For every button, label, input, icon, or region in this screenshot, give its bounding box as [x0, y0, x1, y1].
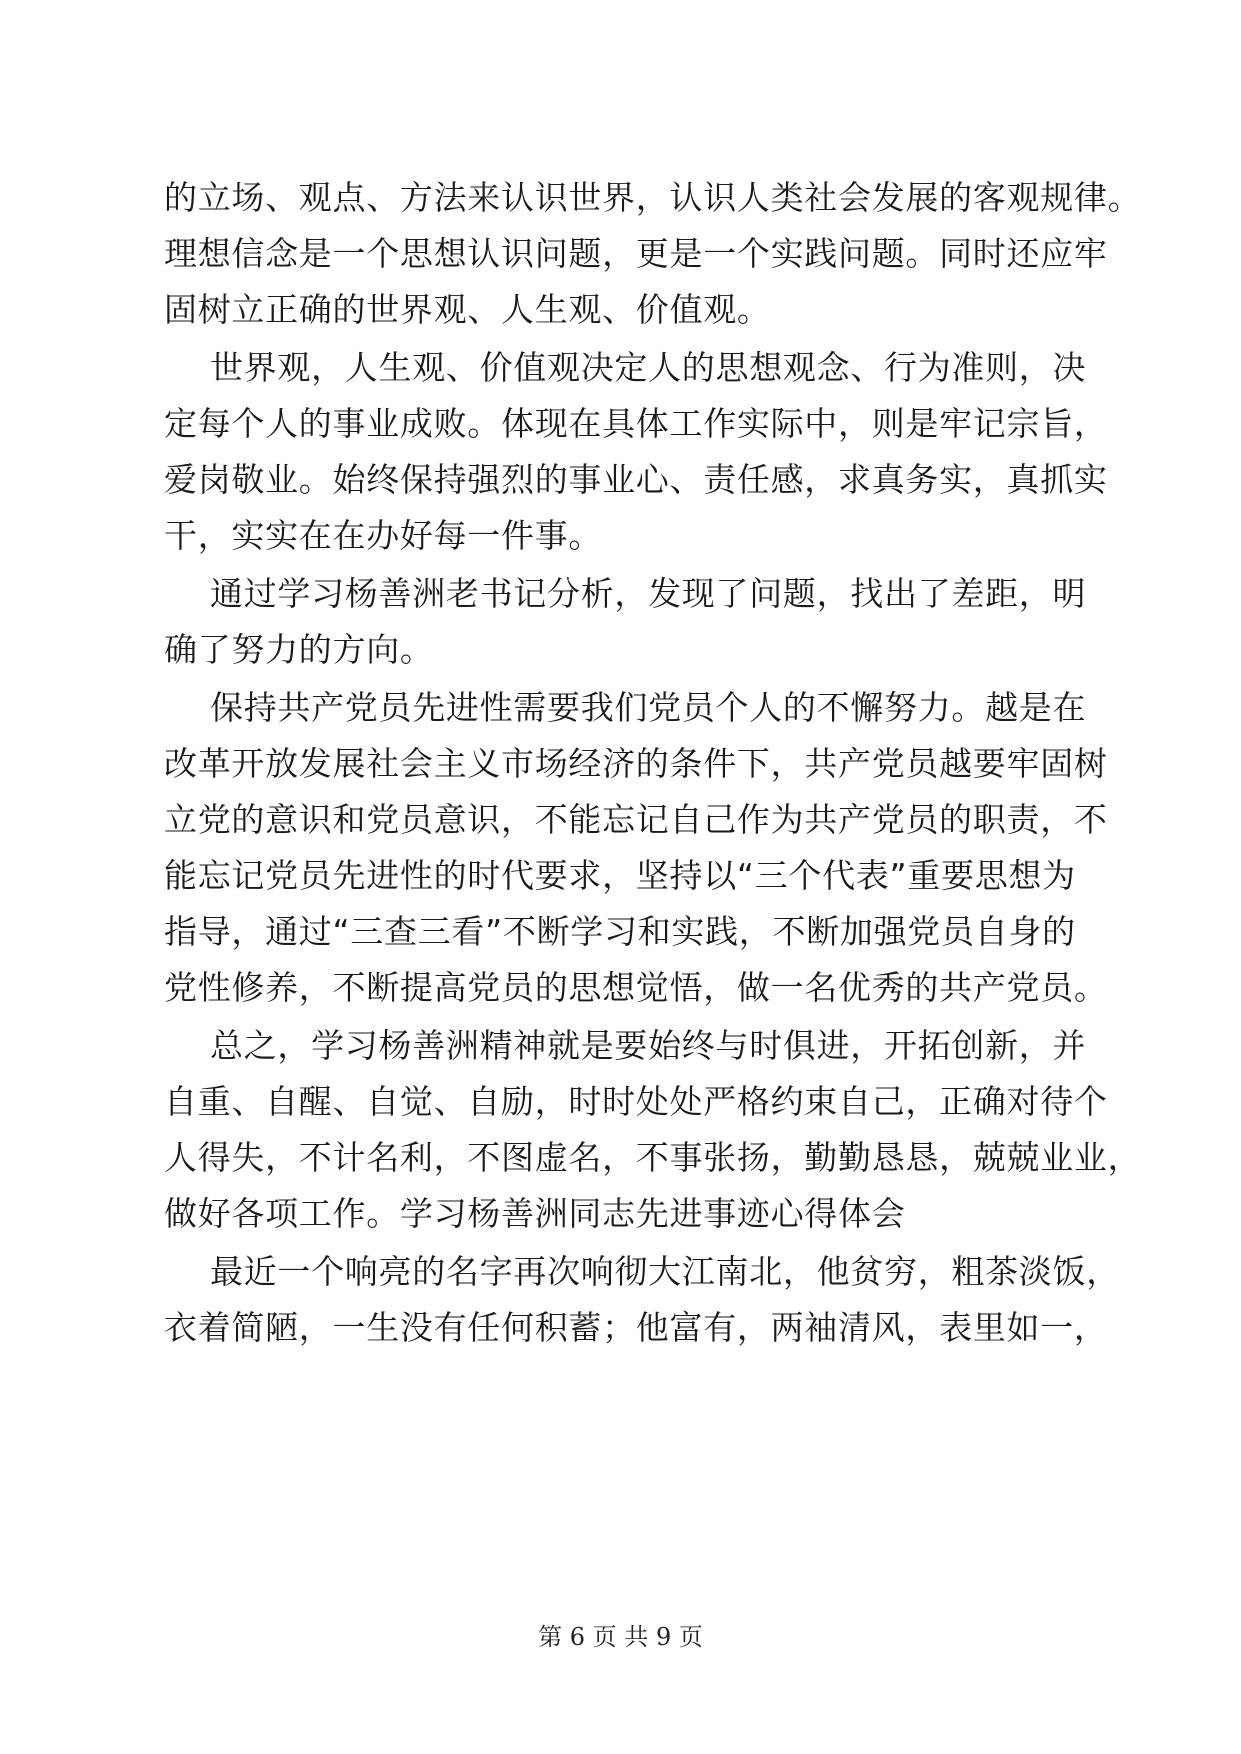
paragraph-first-line: 通过学习杨善洲老书记分析，发现了问题，找出了差距，明: [210, 574, 1087, 613]
paragraph-first-line: 保持共产党员先进性需要我们党员个人的不懈努力。越是在: [210, 688, 1087, 727]
body-text-line: 干，实实在在办好每一件事。: [164, 516, 603, 555]
body-text-line: 的立场、观点、方法来认识世界，认识人类社会发展的客观规律。: [164, 178, 1142, 217]
body-text-line: 固树立正确的世界观、人生观、价值观。: [164, 290, 771, 329]
body-text-line: 能忘记党员先进性的时代要求，坚持以“三个代表”重要思想为: [164, 856, 1076, 895]
paragraph-first-line: 世界观，人生观、价值观决定人的思想观念、行为准则，决: [210, 348, 1087, 387]
body-text-line: 党性修养，不断提高党员的思想觉悟，做一名优秀的共产党员。: [164, 968, 1108, 1007]
body-text-line: 衣着简陋，一生没有任何积蓄；他富有，两袖清风，表里如一，: [164, 1308, 1108, 1347]
body-text-line: 自重、自醒、自觉、自励，时时处处严格约束自己，正确对待个: [164, 1082, 1108, 1121]
body-text-line: 立党的意识和党员意识，不能忘记自己作为共产党员的职责，不: [164, 800, 1108, 839]
body-text-line: 理想信念是一个思想认识问题，更是一个实践问题。同时还应牢: [164, 234, 1108, 273]
body-text-line: 定每个人的事业成败。体现在具体工作实际中，则是牢记宗旨，: [164, 404, 1108, 443]
body-text-line: 人得失，不计名利，不图虚名，不事张扬，勤勤恳恳，兢兢业业，: [164, 1138, 1142, 1177]
page-number-footer: 第 6 页 共 9 页: [538, 1623, 703, 1651]
body-text-line: 确了努力的方向。: [164, 630, 434, 669]
paragraph-first-line: 总之，学习杨善洲精神就是要始终与时俱进，开拓创新，并: [210, 1026, 1087, 1065]
body-text-line: 改革开放发展社会主义市场经济的条件下，共产党员越要牢固树: [164, 744, 1108, 783]
paragraph-first-line: 最近一个响亮的名字再次响彻大江南北，他贫穷，粗茶淡饭，: [210, 1252, 1120, 1291]
body-text-line: 做好各项工作。学习杨善洲同志先进事迹心得体会: [164, 1194, 906, 1233]
body-text-line: 爱岗敬业。始终保持强烈的事业心、责任感，求真务实，真抓实: [164, 460, 1108, 499]
body-text-line: 指导，通过“三查三看”不断学习和实践，不断加强党员自身的: [164, 912, 1076, 951]
